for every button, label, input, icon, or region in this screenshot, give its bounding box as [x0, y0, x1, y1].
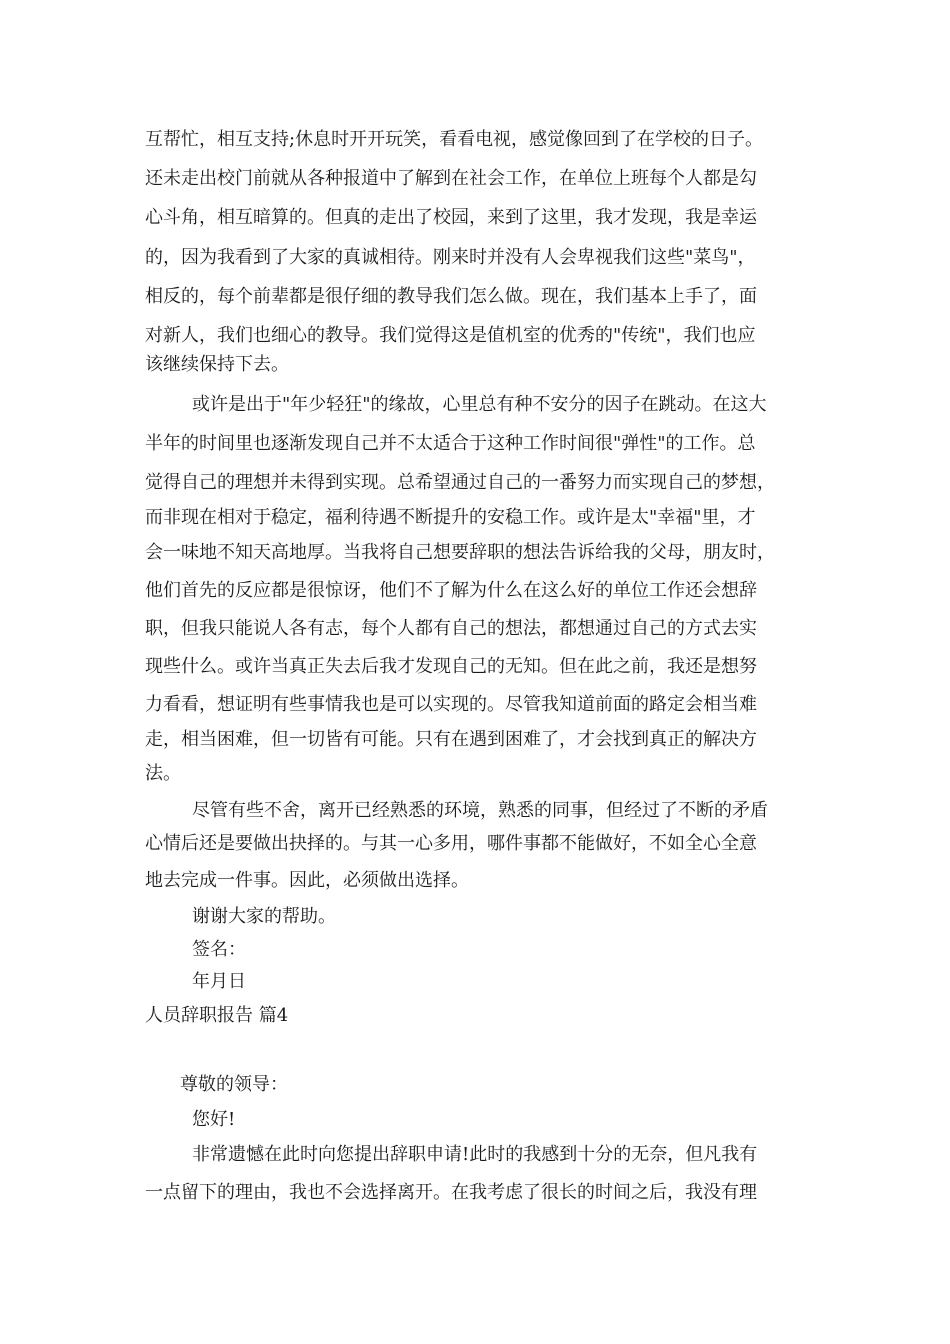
closing-thanks: 谢谢大家的帮助。 [192, 906, 336, 927]
paragraph-2-line-10: 走，相当困难，但一切皆有可能。只有在遇到困难了，才会找到真正的解决方 [145, 729, 757, 750]
letter-greeting: 您好! [192, 1109, 236, 1130]
paragraph-1-line-2: 还未走出校门前就从各种报道中了解到在社会工作，在单位上班每个人都是勾 [145, 168, 757, 189]
paragraph-1-line-6: 对新人，我们也细心的教导。我们觉得这是值机室的优秀的"传统"，我们也应 [145, 325, 756, 346]
paragraph-3-line-1: 尽管有些不舍，离开已经熟悉的环境，熟悉的同事，但经过了不断的矛盾 [192, 800, 768, 821]
closing-signature: 签名： [192, 939, 246, 960]
closing-date: 年月日 [192, 971, 246, 992]
paragraph-2-line-3: 觉得自己的理想并未得到实现。总希望通过自己的一番努力而实现自己的梦想， [145, 472, 775, 493]
paragraph-2-line-2: 半年的时间里也逐渐发现自己并不太适合于这种工作时间很"弹性"的工作。总 [145, 433, 756, 454]
paragraph-3-line-2: 心情后还是要做出抉择的。与其一心多用，哪件事都不能做好，不如全心全意 [145, 833, 757, 854]
paragraph-2-line-6: 他们首先的反应都是很惊讶，他们不了解为什么在这么好的单位工作还会想辞 [145, 580, 757, 601]
paragraph-1-line-7: 该继续保持下去。 [145, 354, 289, 375]
letter-body-line-1: 非常遗憾在此时向您提出辞职申请!此时的我感到十分的无奈，但凡我有 [192, 1144, 758, 1165]
paragraph-2-line-4: 而非现在相对于稳定，福利待遇不断提升的安稳工作。或许是太"幸福"里，才 [145, 507, 756, 528]
paragraph-1-line-3: 心斗角，相互暗算的。但真的走出了校园，来到了这里，我才发现，我是幸运 [145, 207, 757, 228]
section-heading: 人员辞职报告 篇4 [145, 1005, 289, 1026]
paragraph-1-line-4: 的，因为我看到了大家的真诚相待。刚来时并没有人会卑视我们这些"菜鸟"， [145, 247, 756, 268]
paragraph-3-line-3: 地去完成一件事。因此，必须做出选择。 [145, 870, 469, 891]
paragraph-2-line-9: 力看看，想证明有些事情我也是可以实现的。尽管我知道前面的路定会相当难 [145, 694, 757, 715]
paragraph-1-line-1: 互帮忙，相互支持;休息时开开玩笑，看看电视，感觉像回到了在学校的日子。 [145, 129, 764, 150]
paragraph-1-line-5: 相反的，每个前辈都是很仔细的教导我们怎么做。现在，我们基本上手了，面 [145, 286, 757, 307]
paragraph-2-line-11: 法。 [145, 763, 181, 784]
letter-salutation: 尊敬的领导： [180, 1074, 288, 1095]
paragraph-2-line-7: 职，但我只能说人各有志，每个人都有自己的想法，都想通过自己的方式去实 [145, 618, 757, 639]
paragraph-2-line-5: 会一味地不知天高地厚。当我将自己想要辞职的想法告诉给我的父母，朋友时， [145, 542, 775, 563]
letter-body-line-2: 一点留下的理由，我也不会选择离开。在我考虑了很长的时间之后，我没有理 [145, 1182, 757, 1203]
paragraph-2-line-8: 现些什么。或许当真正失去后我才发现自己的无知。但在此之前，我还是想努 [145, 656, 757, 677]
paragraph-2-line-1: 或许是出于"年少轻狂"的缘故，心里总有种不安分的因子在跳动。在这大 [192, 394, 767, 415]
